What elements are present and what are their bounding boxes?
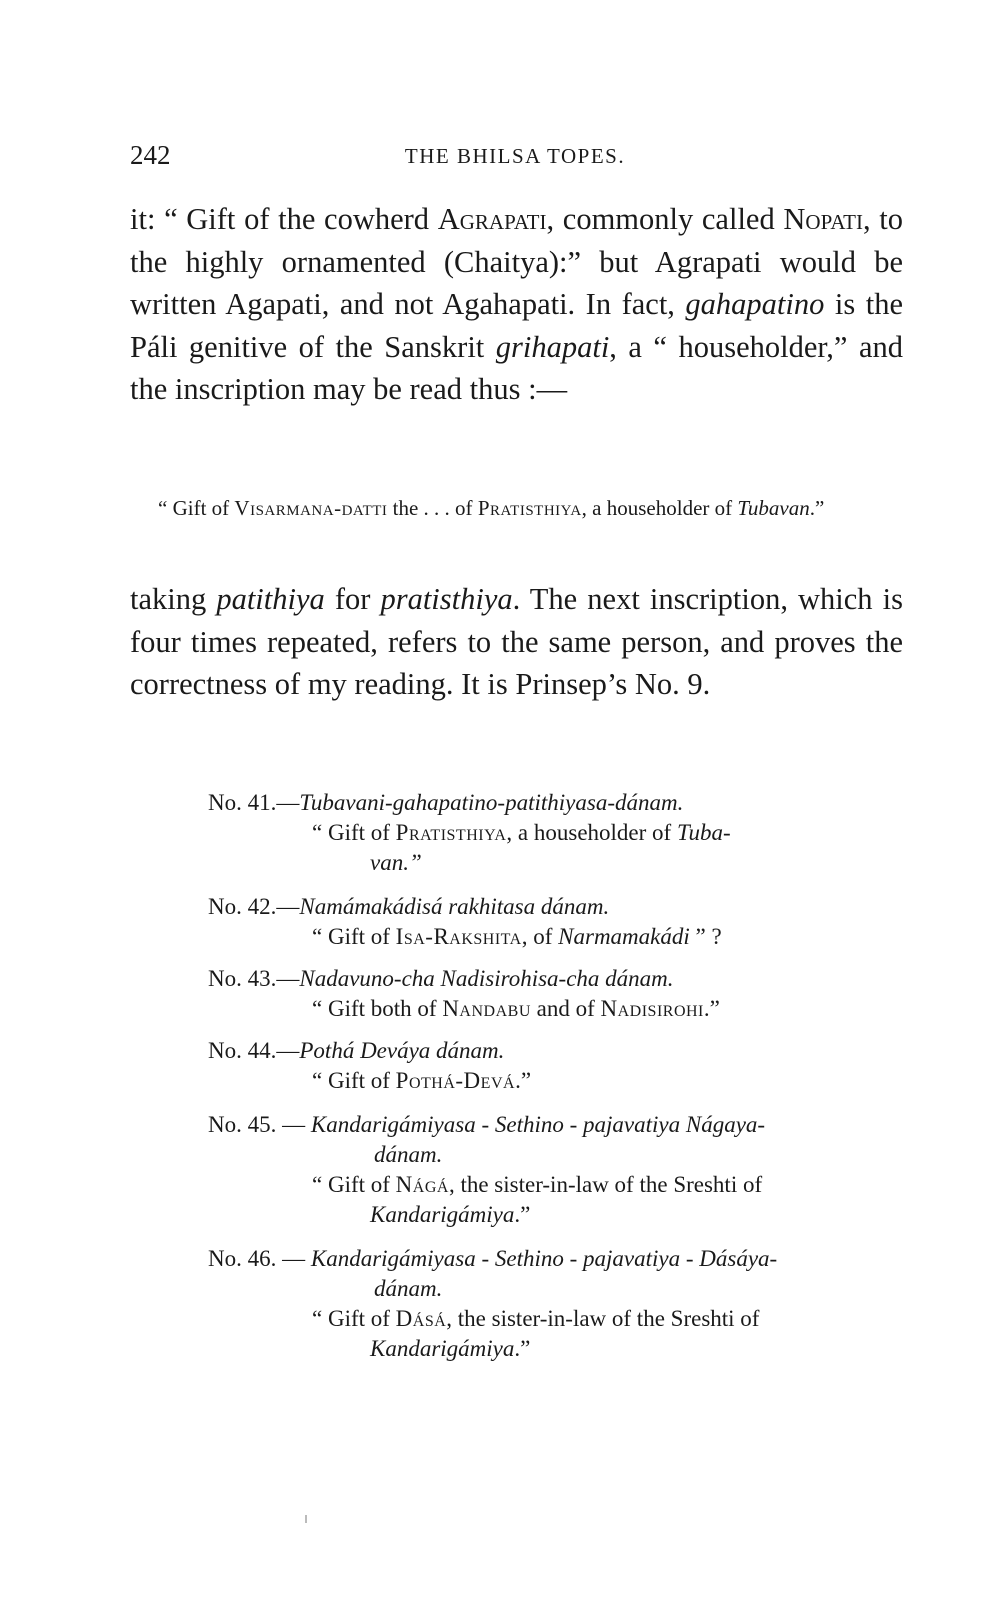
translation-text: “ Gift of <box>312 1306 396 1331</box>
text-run: the . . . of <box>387 496 478 520</box>
text-run: , to the highly ornamented (Chaitya):” but Agrapati would be written Agapati, and not Agahapati. In fact, <box>130 202 903 321</box>
entry-number: No. 46. — <box>208 1246 311 1271</box>
page-header <box>130 140 900 180</box>
entry-number: No. 43.— <box>208 966 300 991</box>
term-gahapatino: gahapatino <box>685 287 825 321</box>
pali-text: Namámakádisá rakhitasa dánam. <box>299 894 610 919</box>
translation-text: “ Gift of <box>312 1172 396 1197</box>
entry-number: No. 41.— <box>208 790 300 815</box>
translation-text: “ Gift of <box>312 924 396 949</box>
term-patithiya: patithiya <box>216 582 325 616</box>
pali-text: Tubavani-gahapatino-patithiyasa-dánam. <box>299 790 684 815</box>
name-visarmana-datti: Visarmana-datti <box>234 496 388 520</box>
place-name: Tuba- <box>676 820 731 845</box>
text-run: taking <box>130 582 217 616</box>
running-title: THE BHILSA TOPES. <box>404 144 626 168</box>
inscription-entry-41 <box>208 788 908 878</box>
entry-number: No. 42.— <box>208 894 300 919</box>
term-grihapati: grihapati <box>495 329 610 364</box>
print-speck <box>305 1515 307 1523</box>
pali-text: Kandarigámiyasa - Sethino - pajavatiya Nágaya- <box>310 1112 766 1137</box>
donor-name: Nandabu <box>442 996 531 1021</box>
donor-name: Dásá <box>395 1306 447 1331</box>
term-pratisthiya: pratisthiya <box>380 582 513 616</box>
translation-text: ” ? <box>689 924 722 949</box>
text-run: , commonly called <box>546 202 784 236</box>
translation-text: .” <box>514 1336 531 1361</box>
donor-name: Pothá-Devá <box>395 1068 516 1093</box>
donor-name: Nadisirohi <box>600 996 704 1021</box>
name-agrapati: Agrapati <box>437 202 547 236</box>
translation-text: “ Gift of <box>312 1068 396 1093</box>
place-name: Kandarigámiya <box>370 1336 515 1361</box>
pali-text: Nadavuno-cha Nadisirohisa-cha dánam. <box>299 966 674 991</box>
paragraph-agrapati <box>130 198 903 411</box>
inscription-quote <box>158 493 903 524</box>
donor-name: Nágá <box>395 1172 449 1197</box>
translation-text: .” <box>515 1068 532 1093</box>
donor-name: Pratisthiya <box>395 820 507 845</box>
translation-text: .” <box>514 1202 531 1227</box>
inscription-list <box>208 788 908 1376</box>
place-name-cont: van.” <box>370 850 422 875</box>
text-run: for <box>324 582 381 616</box>
translation-text: “ Gift of <box>312 820 396 845</box>
pali-text: Pothá Deváya dánam. <box>299 1038 505 1063</box>
inscription-entry-43 <box>208 964 908 1024</box>
place-name: Narmamakádi <box>558 924 690 949</box>
text-run: , a householder of <box>581 496 738 520</box>
name-nopati: Nopati <box>783 202 863 236</box>
inscription-entry-45 <box>208 1110 908 1230</box>
translation-text: , the sister-in-law of the Sreshti of <box>446 1306 760 1331</box>
name-pratisthiya: Pratisthiya <box>477 496 582 520</box>
entry-number: No. 45. — <box>208 1112 311 1137</box>
paragraph-patithiya <box>130 578 903 706</box>
inscription-entry-46 <box>208 1244 908 1364</box>
text-run: it: “ Gift of the cowherd <box>130 202 438 236</box>
translation-text: , of <box>521 924 559 949</box>
translation-text: , a householder of <box>506 820 677 845</box>
text-run: is the Páli genitive of the Sanskrit <box>130 287 903 364</box>
pali-text-cont: dánam. <box>374 1142 443 1167</box>
inscription-entry-44 <box>208 1036 908 1096</box>
donor-name: Isa-Rakshita <box>395 924 522 949</box>
translation-text: .” <box>703 996 720 1021</box>
place-tubavan: Tubavan <box>737 496 810 520</box>
page-number: 242 <box>130 140 171 170</box>
text-run: . The next inscription, which is four times repeated, refers to the same person, and proves the correctness of my reading. It is Prinsep’s No. 9. <box>130 582 903 701</box>
pali-text: Kandarigámiyasa - Sethino - pajavatiya - Dásáya- <box>310 1246 778 1271</box>
translation-text: , the sister-in-law of the Sreshti of <box>448 1172 763 1197</box>
inscription-entry-42 <box>208 892 908 952</box>
entry-number: No. 44.— <box>208 1038 300 1063</box>
text-run: .” <box>809 496 825 520</box>
place-name: Kandarigámiya <box>370 1202 515 1227</box>
translation-text: and of <box>530 996 601 1021</box>
translation-text: “ Gift both of <box>312 996 443 1021</box>
text-run: , a “ householder,” and the inscription may be read thus :— <box>130 329 903 406</box>
pali-text-cont: dánam. <box>374 1276 443 1301</box>
text-run: “ Gift of <box>158 496 235 520</box>
